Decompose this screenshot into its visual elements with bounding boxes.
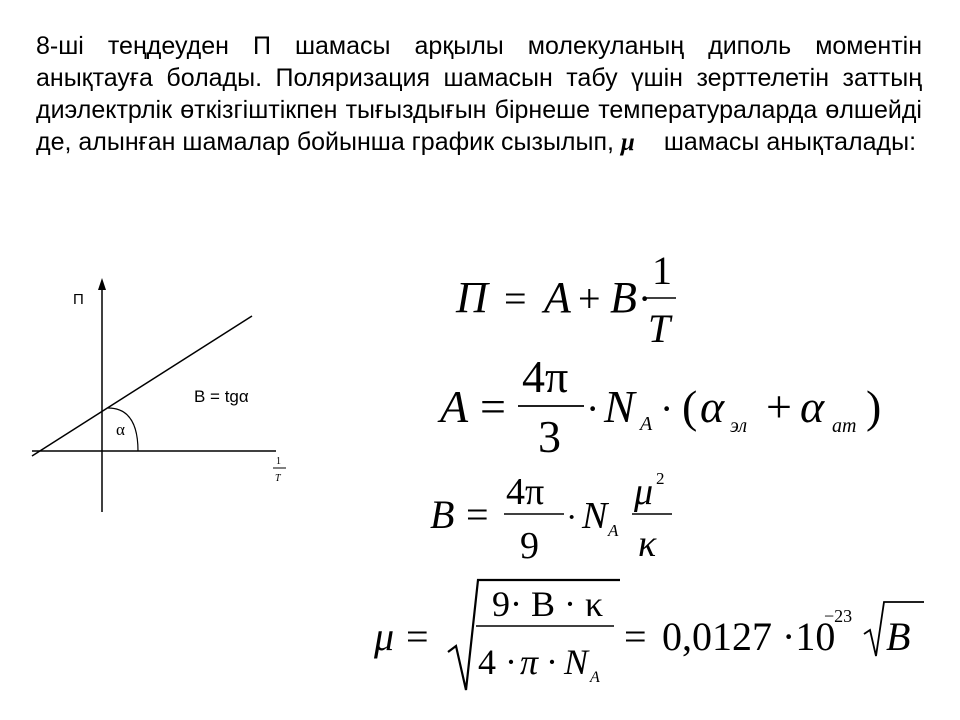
formula-B <box>424 464 684 574</box>
f2-alpha2: α <box>800 381 825 432</box>
polarization-diagram <box>20 278 310 518</box>
f3-N: N <box>582 495 608 537</box>
x-axis-label-denominator: T <box>275 473 281 484</box>
f3-dot: · <box>566 499 578 536</box>
mu-symbol: μ <box>620 129 635 156</box>
f4-den-a: 4 · <box>478 642 517 682</box>
f1-den: T <box>648 306 671 351</box>
y-axis-arrow <box>98 278 106 290</box>
f1-num: 1 <box>652 252 672 293</box>
slope-label: B = tgα <box>194 387 249 406</box>
f4-exp: −23 <box>824 606 853 626</box>
f2-rparen: ) <box>866 381 882 432</box>
f4-value: 0,0127 ·10 <box>662 614 836 659</box>
angle-label: α <box>116 420 125 439</box>
f2-den: 3 <box>538 411 561 462</box>
f3-num: 4π <box>506 471 545 513</box>
description-paragraph <box>36 30 922 159</box>
f1-B: B <box>610 273 637 322</box>
f3-lhs: B <box>430 492 455 537</box>
f3-eq: = <box>466 492 489 537</box>
f4-den-pi: π <box>520 642 539 682</box>
paragraph-text-start: 8-ші теңдеуден П шамасы арқылы молекуланың диполь моментін анықтауға болады. Поляризация шамасын табу үшін зерттелетін заттың диэлектрлік өткізгіштікпен тығыздығын бірнеше температураларда өлшейді де, алынған шамалар бойынша график сызылып, <box>36 32 922 156</box>
f4-den-dot: · <box>546 642 558 682</box>
y-axis-label: П <box>73 291 84 308</box>
f2-plus: + <box>766 381 792 432</box>
f3-den: 9 <box>520 525 539 567</box>
f2-alpha1-sub: эл <box>730 415 748 437</box>
f2-dot2: · <box>660 386 674 431</box>
f2-N-sub: A <box>640 413 653 435</box>
trend-line <box>32 316 252 456</box>
f2-eq: = <box>480 381 506 432</box>
f1-A: A <box>544 273 571 322</box>
f2-lparen: ( <box>682 381 698 432</box>
f2-num: 4π <box>522 352 569 402</box>
x-axis-label-numerator: 1 <box>276 456 281 467</box>
f1-plus: + <box>578 276 601 321</box>
f1-dot: · <box>638 276 652 321</box>
f2-alpha1: α <box>700 381 725 432</box>
f2-N: N <box>604 381 635 432</box>
f2-lhs: A <box>440 381 469 432</box>
f3-frac2-num: μ <box>634 471 654 513</box>
f2-dot1: · <box>586 386 600 431</box>
f4-den-N: N <box>564 642 589 682</box>
f3-N-sub: A <box>608 521 619 540</box>
f1-lhs: П <box>456 273 488 322</box>
paragraph-text-end: шамасы анықталады: <box>663 128 917 156</box>
formula-mu <box>368 578 934 700</box>
f4-sqrt-arg: B <box>886 614 911 659</box>
f4-num: 9· B · κ <box>492 584 604 624</box>
f4-eq2: = <box>624 614 647 659</box>
f4-eq1: = <box>406 614 429 659</box>
f3-frac2-den: κ <box>638 523 657 565</box>
f1-eq: = <box>504 276 527 321</box>
f4-den-N-sub: A <box>590 669 600 686</box>
formula-polarization <box>450 252 690 352</box>
f4-lhs: μ <box>374 614 395 659</box>
f3-frac2-num-sup: 2 <box>656 469 665 488</box>
f2-alpha2-sub: ат <box>832 415 857 437</box>
formula-A <box>434 352 904 464</box>
